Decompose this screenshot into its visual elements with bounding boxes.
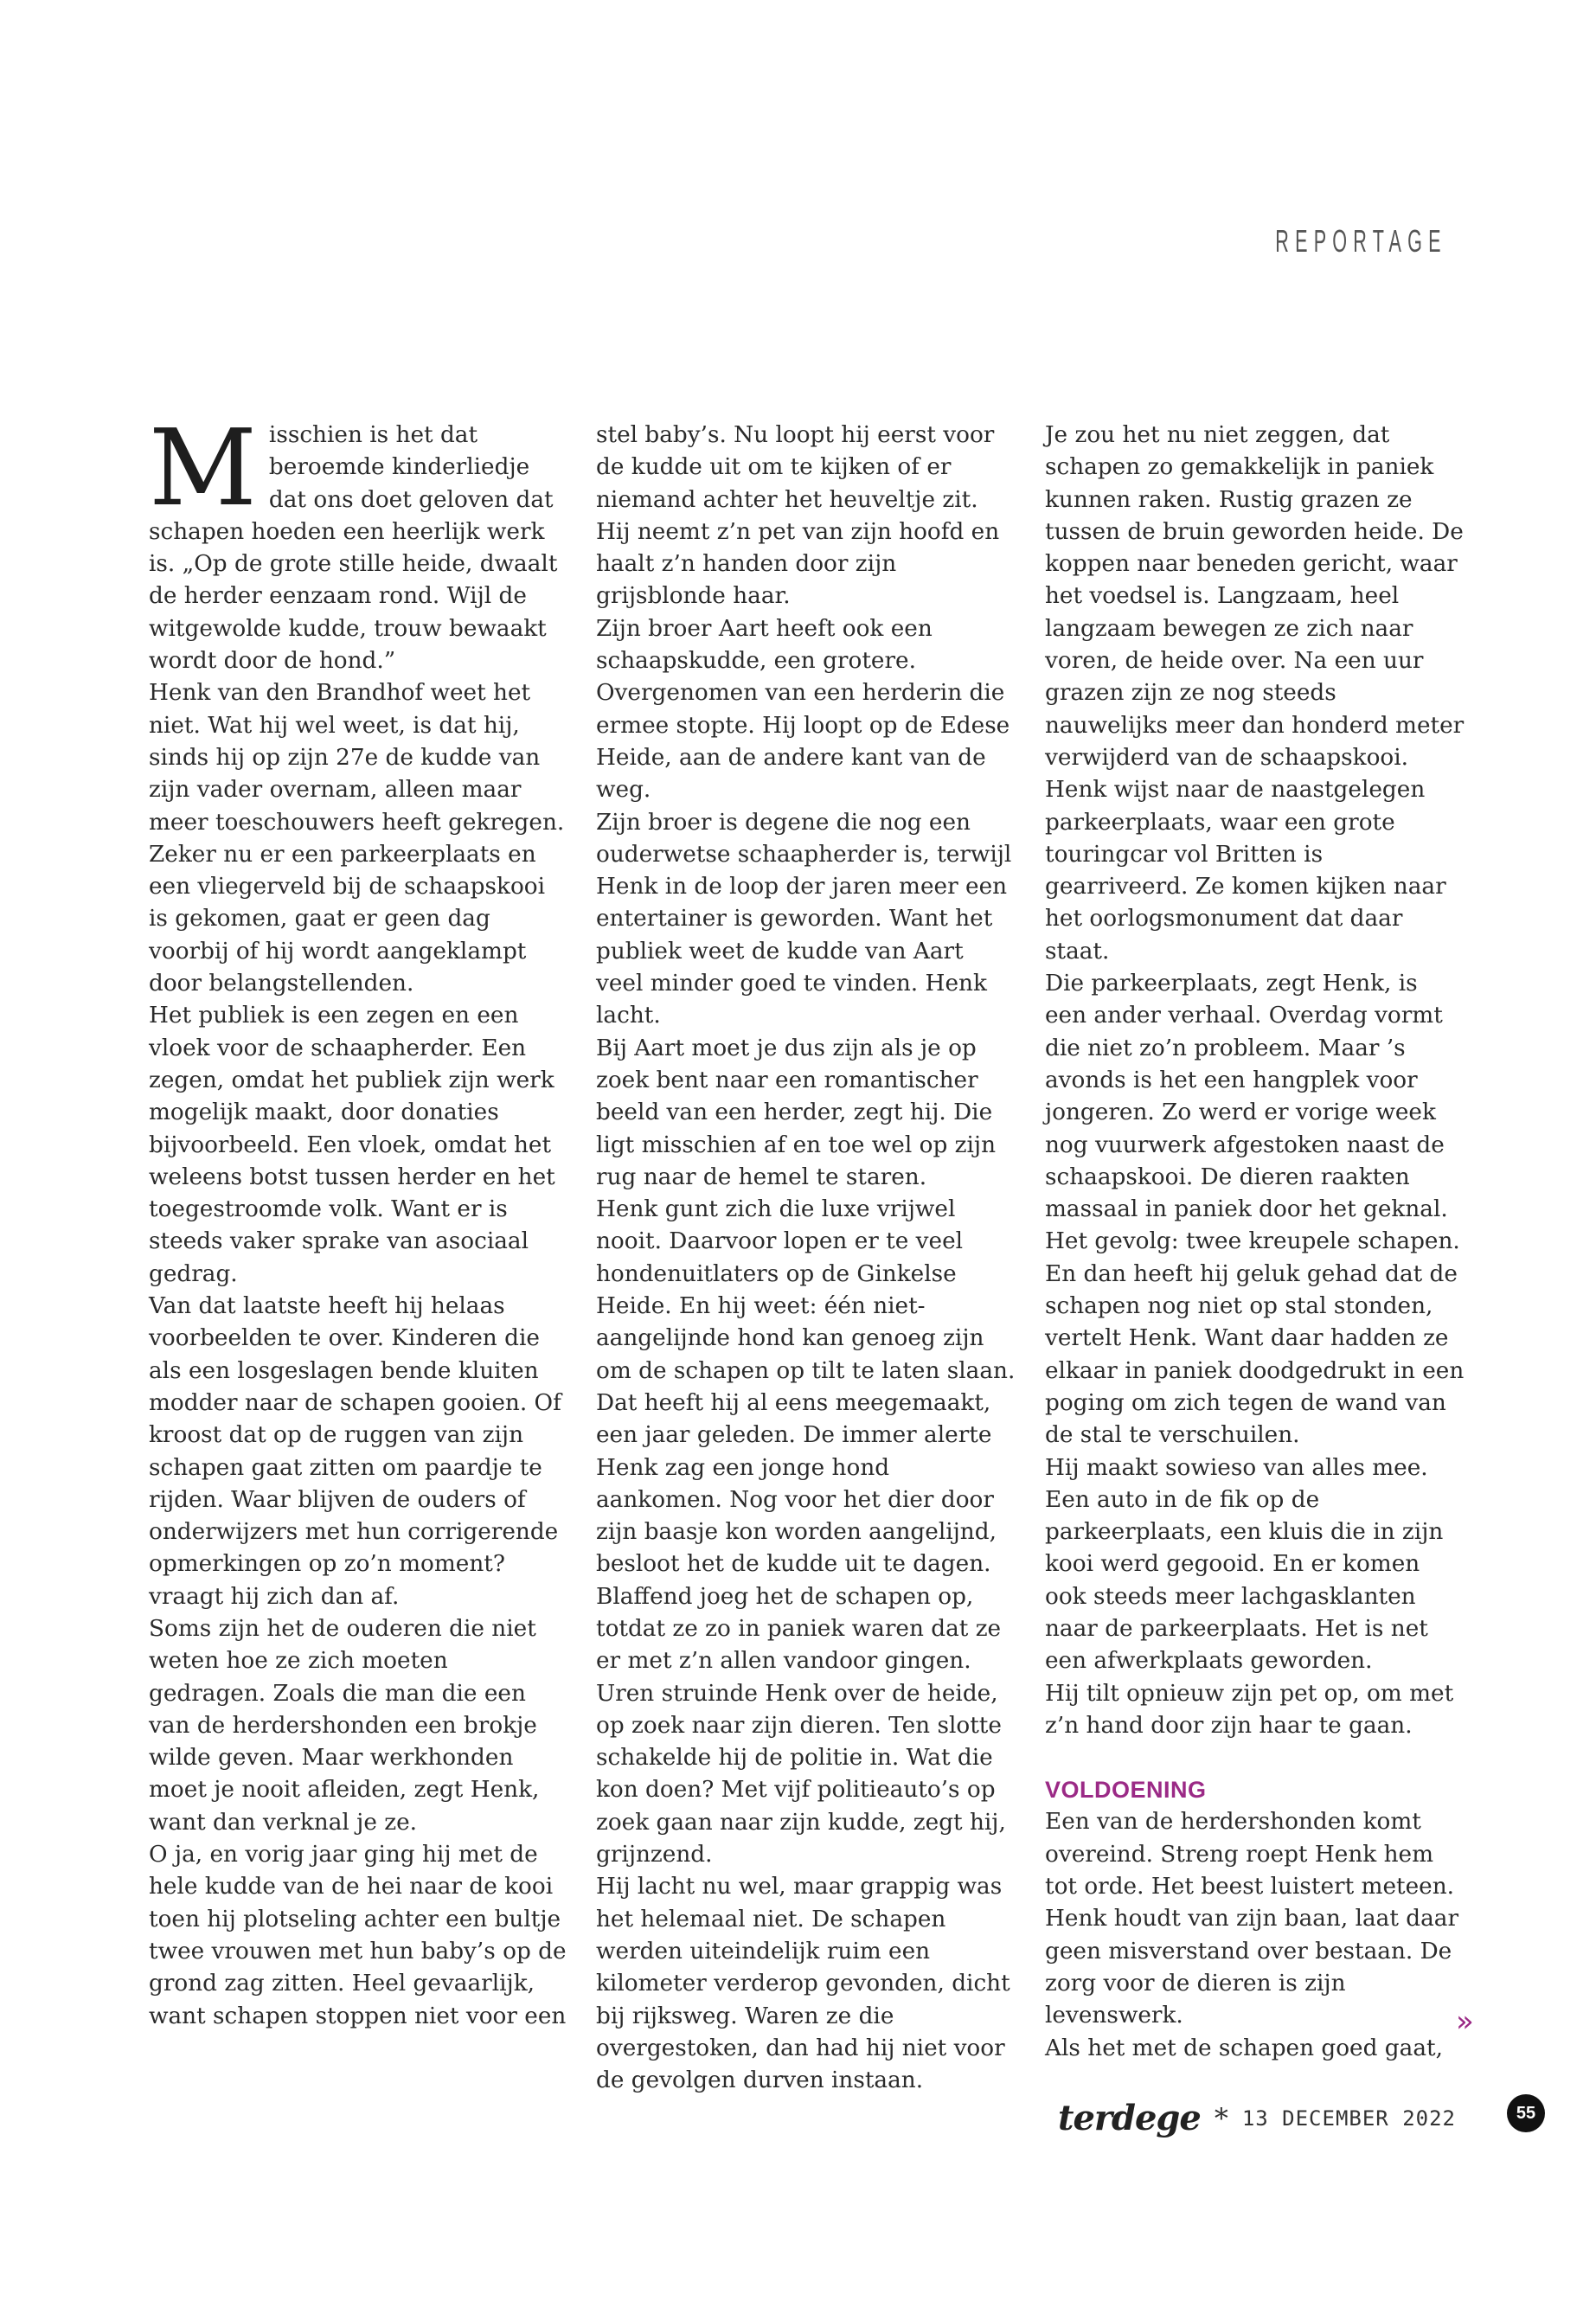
magazine-logo: terdege bbox=[1057, 2098, 1201, 2138]
paragraph: Henk van den Brandhof weet het niet. Wat hij wel weet, is dat hij, sinds hij op zijn 27e de kudde van zijn vader overnam, alleen maar meer toeschouwers heeft gekregen. Zeker nu er een parkeerplaats en een vliegerveld bij de schaapskooi is gekomen, gaat er geen dag voorbij of hij wordt aangeklampt door belangstellenden. bbox=[149, 680, 565, 997]
continue-arrow-icon: » bbox=[1456, 2004, 1469, 2039]
paragraph: Soms zijn het de ouderen die niet weten hoe ze zich moeten gedragen. Zoals die man die een van de herdershonden een brokje wilde geven. Maar werkhonden moet je nooit afleiden, zegt Henk, want dan verknal je ze. bbox=[149, 1615, 540, 1836]
paragraph: stel baby’s. Nu loopt hij eerst voor de kudde uit om te kijken of er niemand achter het heuveltje zit. bbox=[596, 422, 995, 513]
paragraph: Van dat laatste heeft hij helaas voorbeelden te over. Kinderen die als een losgeslagen bende kluiten modder naar de schapen gooien. Of kroost dat op de ruggen van zijn schapen gaat zitten om paardje te rijden. Waar blijven de ouders of onderwijzers met hun corrigerende opmerkingen op zo’n moment? vraagt hij zich dan af. bbox=[149, 1293, 561, 1610]
paragraph: Dat heeft hij al eens meegemaakt, een jaar geleden. De immer alerte Henk zag een jonge hond aankomen. Nog voor het dier door zijn baasje kon worden aangelijnd, besloot het de kudde uit te dagen. Blaffend joeg het de schapen op, totdat ze zo in paniek waren dat ze er met z’n allen vandoor gingen. Uren struinde Henk over de heide, op zoek naar zijn dieren. Ten slotte schakelde hij de politie in. Wat die kon doen? Met vijf politieauto’s op zoek gaan naar zijn kudde, zegt hij, grijnzend. bbox=[596, 1389, 1006, 1868]
paragraph: Als het met de schapen goed gaat, bbox=[1045, 2035, 1443, 2061]
article-column-1 bbox=[149, 407, 568, 2033]
paragraph: Henk wijst naar de naastgelegen parkeerplaats, waar een grote touringcar vol Britten is gearriveerd. Ze komen kijken naar het oorlogsmonument dat daar staat. bbox=[1045, 777, 1446, 965]
paragraph: Het publiek is een zegen en een vloek voor de schaapherder. Een zegen, omdat het publiek zijn werk mogelijk maakt, door donaties bijvoorbeeld. Een vloek, omdat het weleens botst tussen herder en het toegestroomde volk. Want er is steeds vaker sprake van asociaal gedrag. bbox=[149, 1003, 555, 1287]
paragraph: Hij neemt z’n pet van zijn hoofd en haalt z’n handen door zijn grijsblonde haar. bbox=[596, 518, 1000, 610]
issue-date: 13 DECEMBER 2022 bbox=[1241, 2106, 1456, 2131]
separator-asterisk: * bbox=[1214, 2101, 1228, 2135]
paragraph: Henk gunt zich die luxe vrijwel nooit. Daarvoor lopen er te veel hondenuitlaters op de Ginkelse Heide. En hij weet: één niet-aangelijnde hond kan genoeg zijn om de schapen op tilt te laten slaan. bbox=[596, 1196, 1016, 1384]
subheading: VOLDOENING bbox=[1045, 1777, 1207, 1804]
paragraph: Zijn broer is degene die nog een ouderwetse schaapherder is, terwijl Henk in de loop der jaren meer een entertainer is geworden. Want het publiek weet de kudde van Aart veel minder goed te vinden. Henk lacht. bbox=[596, 809, 1012, 1029]
paragraph: Je zou het nu niet zeggen, dat schapen zo gemakkelijk in paniek kunnen raken. Rustig grazen ze tussen de bruin geworden heide. De koppen naar beneden gericht, waar het voedsel is. Langzaam, heel langzaam bewegen ze zich naar voren, de heide over. Na een uur grazen zijn ze nog steeds nauwelijks meer dan honderd meter verwijderd van de schaapskooi. bbox=[1045, 422, 1465, 771]
paragraph: Zijn broer Aart heeft ook een schaapskudde, een grotere. Overgenomen van een herderin die ermee stopte. Hij loopt op de Edese Heide, aan de andere kant van de weg. bbox=[596, 615, 1010, 804]
paragraph: Een van de herdershonden komt overeind. Streng roept Henk hem tot orde. Het beest luistert meteen. Henk houdt van zijn baan, laat daar geen misverstand over bestaan. De zorg voor de dieren is zijn levenswerk. bbox=[1045, 1809, 1459, 2029]
page-number: 55 bbox=[1507, 2094, 1545, 2132]
paragraph: O ja, en vorig jaar ging hij met de hele kudde van de hei naar de kooi toen hij plotseling achter een bultje twee vrouwen met hun baby’s op de grond zag zitten. Heel gevaarlijk, want schapen stoppen niet voor een bbox=[149, 1842, 567, 2029]
drop-cap: M bbox=[149, 407, 257, 529]
paragraph: Hij lacht nu wel, maar grappig was het helemaal niet. De schapen werden uiteindelijk ruim een kilometer verderop gevonden, dicht bij rijksweg. Waren ze die overgestoken, dan had hij niet voor de gevolgen durven instaan. bbox=[596, 1874, 1010, 2094]
article-column-2 bbox=[596, 420, 1016, 2097]
paragraph: Bij Aart moet je dus zijn als je op zoek bent naar een romantischer beeld van een herder, zegt hij. Die ligt misschien af en toe wel op zijn rug naar de hemel te staren. bbox=[596, 1035, 997, 1190]
paragraph: Die parkeerplaats, zegt Henk, is een ander verhaal. Overdag vormt die niet zo’n probleem. Maar ’s avonds is het een hangplek voor jongeren. Zo werd er vorige week nog vuurwerk afgestoken naast de schaapskooi. De dieren raakten massaal in paniek door het geknal. Het gevolg: twee kreupele schapen. En dan heeft hij geluk gehad dat de schapen nog niet op stal stonden, vertelt Henk. Want daar hadden ze elkaar in paniek doodgedrukt in een poging om zich tegen de wand van de stal te verschuilen. bbox=[1045, 971, 1465, 1449]
paragraph: Hij maakt sowieso van alles mee. Een auto in de fik op de parkeerplaats, een kluis die in zijn kooi werd gegooid. En er komen ook steeds meer lachgasklanten naar de parkeerplaats. Het is net een afwerkplaats geworden. bbox=[1045, 1454, 1444, 1675]
article-column-3 bbox=[1045, 420, 1465, 2065]
page-footer bbox=[1058, 2098, 1456, 2138]
paragraph: Hij tilt opnieuw zijn pet op, om met z’n hand door zijn haar te gaan. bbox=[1045, 1680, 1454, 1739]
paragraph: Misschien is het dat beroemde kinderliedje dat ons doet geloven dat schapen hoeden een heerlijk werk is. „Op de grote stille heide, dwaalt de herder eenzaam rond. Wijl de witgewolde kudde, trouw bewaakt wordt door de hond.” bbox=[149, 407, 558, 675]
section-label: REPORTAGE bbox=[1275, 223, 1447, 259]
